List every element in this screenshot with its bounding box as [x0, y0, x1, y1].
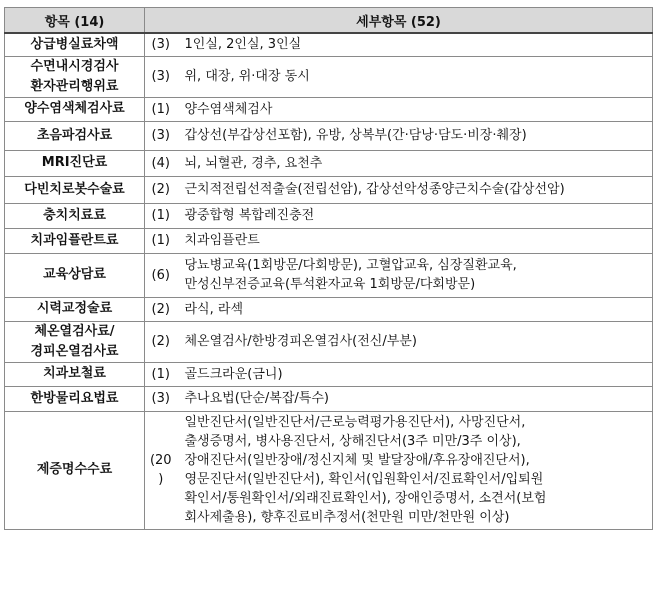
- detail-cell: [177, 321, 653, 362]
- detail-cell-line: 광중합형 복합레진충전: [184, 208, 315, 223]
- detail-cell: [177, 297, 653, 321]
- count-cell-line: (2): [151, 182, 170, 197]
- item-cell-line: 수면내시경검사: [30, 58, 119, 74]
- detail-cell-line: 회사제출용), 향후진료비추정서(천만원 미만/천만원 이상): [184, 510, 510, 525]
- count-cell: [145, 321, 177, 362]
- detail-cell-line: 체온열검사/한방경피온열검사(전신/부분): [184, 334, 417, 349]
- table-row: [5, 321, 653, 362]
- item-cell-line: 시력교정술료: [36, 301, 113, 316]
- detail-cell: [177, 253, 653, 297]
- table-row: [5, 411, 653, 529]
- item-cell-line: 초음파검사료: [36, 127, 113, 143]
- item-cell-line: 교육상담료: [43, 267, 106, 282]
- table-row: [5, 253, 653, 297]
- header-item: 항목 (14): [5, 8, 145, 34]
- item-cell-line: 경피온열검사료: [30, 343, 119, 359]
- detail-cell: [177, 121, 653, 150]
- item-cell: [5, 56, 145, 97]
- item-cell: [5, 411, 145, 529]
- detail-cell-line: 골드크라운(금니): [184, 366, 283, 382]
- item-cell-line: 충치치료료: [43, 207, 106, 223]
- item-cell-line: 다빈치로봇수술료: [24, 181, 125, 197]
- item-cell: [5, 253, 145, 297]
- count-cell-line: (3): [151, 128, 170, 143]
- item-cell-line: 치과보철료: [43, 366, 106, 381]
- item-cell: [5, 176, 145, 203]
- detail-cell-line: 뇌, 뇌혈관, 경추, 요천추: [184, 155, 323, 171]
- count-cell-line: (3): [151, 69, 170, 84]
- item-cell: [5, 362, 145, 386]
- detail-cell: [177, 176, 653, 203]
- table-row: [5, 121, 653, 150]
- count-cell: [145, 228, 177, 253]
- detail-cell-line: 라식, 라섹: [184, 301, 243, 317]
- item-cell: [5, 228, 145, 253]
- detail-cell: [177, 362, 653, 386]
- count-cell: [145, 386, 177, 411]
- item-cell-line: 제증명수수료: [36, 462, 113, 477]
- item-cell-line: 한방물리요법료: [30, 390, 119, 406]
- count-cell-line: (1): [151, 101, 170, 117]
- item-cell: [5, 121, 145, 150]
- item-cell-line: MRI진단료: [41, 155, 108, 170]
- count-cell-line: ): [158, 472, 164, 487]
- item-cell: [5, 33, 145, 56]
- detail-cell: [177, 56, 653, 97]
- item-cell: [5, 386, 145, 411]
- count-cell-line: (4): [151, 155, 170, 171]
- item-cell-line: 치과임플란트료: [30, 232, 119, 248]
- count-cell: [145, 97, 177, 121]
- table-row: [5, 386, 653, 411]
- count-cell: [145, 56, 177, 97]
- count-cell-line: (1): [151, 208, 170, 223]
- detail-cell-line: 양수염색체검사: [184, 101, 273, 117]
- item-cell: [5, 297, 145, 321]
- table-row: [5, 33, 653, 56]
- detail-cell-line: 치과임플란트: [184, 233, 260, 248]
- detail-cell-line: 일반진단서(일반진단서/근로능력평가용진단서), 사망진단서,: [184, 415, 526, 430]
- table-row: [5, 97, 653, 121]
- item-cell: [5, 321, 145, 362]
- detail-cell: [177, 97, 653, 121]
- table-row: [5, 203, 653, 228]
- detail-cell: [177, 150, 653, 176]
- fee-items-table: [4, 7, 653, 530]
- table-row: [5, 150, 653, 176]
- detail-cell: [177, 386, 653, 411]
- item-cell: [5, 150, 145, 176]
- count-cell: [145, 362, 177, 386]
- count-cell-line: (2): [151, 301, 170, 317]
- detail-cell-line: 위, 대장, 위·대장 동시: [184, 69, 310, 84]
- count-cell-line: (1): [151, 366, 170, 382]
- count-cell: [145, 150, 177, 176]
- item-cell-line: 양수염색체검사료: [24, 101, 125, 116]
- count-cell-line: (6): [151, 267, 170, 283]
- table-row: [5, 228, 653, 253]
- detail-cell-line: 갑상선(부갑상선포함), 유방, 상복부(간·담낭·담도·비장·췌장): [184, 128, 527, 143]
- count-cell: [145, 203, 177, 228]
- detail-cell: [177, 203, 653, 228]
- count-cell-line: (1): [151, 233, 170, 248]
- count-cell: [145, 253, 177, 297]
- item-cell-line: 상급병실료차액: [30, 36, 119, 52]
- count-cell: [145, 411, 177, 529]
- table-row: [5, 176, 653, 203]
- detail-cell-line: 장애진단서(일반장애/정신지체 및 발달장애/후유장애진단서),: [184, 453, 530, 468]
- detail-cell: [177, 33, 653, 56]
- count-cell: [145, 121, 177, 150]
- item-cell-line: 환자관리행위료: [30, 78, 119, 94]
- count-cell: [145, 176, 177, 203]
- count-cell: [145, 297, 177, 321]
- detail-cell-line: 1인실, 2인실, 3인실: [184, 37, 302, 53]
- item-cell: [5, 97, 145, 121]
- table-body: [5, 33, 653, 529]
- detail-cell: [177, 228, 653, 253]
- table-row: [5, 56, 653, 97]
- count-cell-line: (3): [151, 391, 170, 406]
- count-cell: [145, 33, 177, 56]
- table-header-row: [5, 8, 653, 34]
- count-cell-line: (3): [151, 37, 170, 53]
- table-row: [5, 297, 653, 321]
- detail-cell-line: 영문진단서(일반진단서), 확인서(입원확인서/진료확인서/입퇴원: [184, 472, 544, 487]
- header-detail: 세부항목 (52): [145, 8, 653, 34]
- count-cell-line: (2): [151, 334, 170, 349]
- table-row: [5, 362, 653, 386]
- count-cell-line: (20: [149, 453, 172, 468]
- item-cell: [5, 203, 145, 228]
- detail-cell-line: 근치적전립선적출술(전립선암), 갑상선악성종양근치수술(갑상선암): [184, 182, 565, 197]
- detail-cell-line: 당뇨병교육(1회방문/다회방문), 고혈압교육, 심장질환교육,: [184, 258, 517, 273]
- detail-cell: [177, 411, 653, 529]
- detail-cell-line: 확인서/통원확인서/외래진료확인서), 장애인증명서, 소견서(보험: [184, 491, 547, 506]
- detail-cell-line: 추나요법(단순/복잡/특수): [184, 391, 329, 406]
- item-cell-line: 체온열검사료/: [34, 323, 115, 339]
- detail-cell-line: 출생증명서, 병사용진단서, 상해진단서(3주 미만/3주 이상),: [184, 434, 521, 449]
- detail-cell-line: 만성신부전증교육(투석환자교육 1회방문/다회방문): [184, 277, 476, 292]
